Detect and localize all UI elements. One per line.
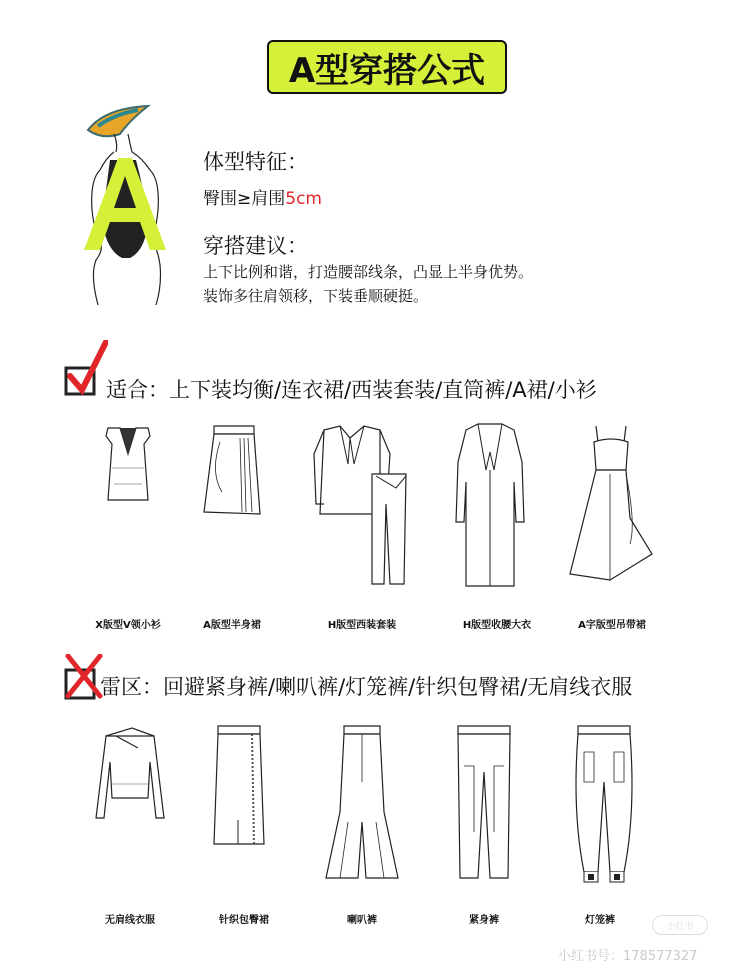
advice-line: 上下比例和谐，打造腰部线条，凸显上半身优势。 [203,263,534,281]
suitable-item-label: X版型V领小衫 [95,620,161,631]
off-shoulder-top-icon [92,722,168,822]
check-icon [64,340,108,396]
advice-heading: 穿搭建议： [203,234,308,258]
long-coat-icon [452,422,528,590]
bodycon-skirt-icon [208,722,270,848]
flare-pants-icon [322,722,402,882]
watermark: 小红书号：178577327 [558,949,698,964]
suitable-heading: 适合：上下装均衡/连衣裙/西装套装/直筒裤/A裙/小衫 [106,378,597,402]
avoid-heading: 雷区：回避紧身裤/喇叭裤/灯笼裤/针织包臀裙/无肩线衣服 [100,675,633,699]
feature-text-main: 臀围≥肩围 [203,189,286,209]
watermark-logo: 小红书 [652,915,708,935]
slip-dress-icon [566,424,656,586]
feature-text-highlight: 5cm [285,189,322,209]
avoid-item-label: 喇叭裤 [347,915,377,926]
advice-line: 装饰多往肩领移，下装垂顺硬挺。 [203,287,429,305]
a-line-skirt-icon [200,422,266,518]
suitable-item-label: H版型收腰大衣 [462,620,532,631]
avoid-item-label: 紧身裤 [469,915,499,926]
avoid-item-label: 针织包臀裙 [219,915,269,926]
cross-icon [64,654,104,700]
avoid-item-label: 灯笼裤 [585,915,615,926]
suit-set-icon [310,424,410,590]
skinny-pants-icon [452,722,516,882]
suitable-item-label: H版型西装套装 [327,620,397,631]
suitable-item-label: A字版型吊带裙 [578,620,646,631]
lantern-pants-icon [570,722,638,886]
feature-text [203,184,322,209]
a-shape-figure-illustration [60,100,180,310]
feature-heading: 体型特征： [203,150,308,174]
avoid-item-label: 无肩线衣服 [105,915,155,926]
page-title: A型穿搭公式 [267,40,507,94]
v-neck-top-icon [98,424,158,504]
suitable-item-label: A版型半身裙 [203,620,261,631]
